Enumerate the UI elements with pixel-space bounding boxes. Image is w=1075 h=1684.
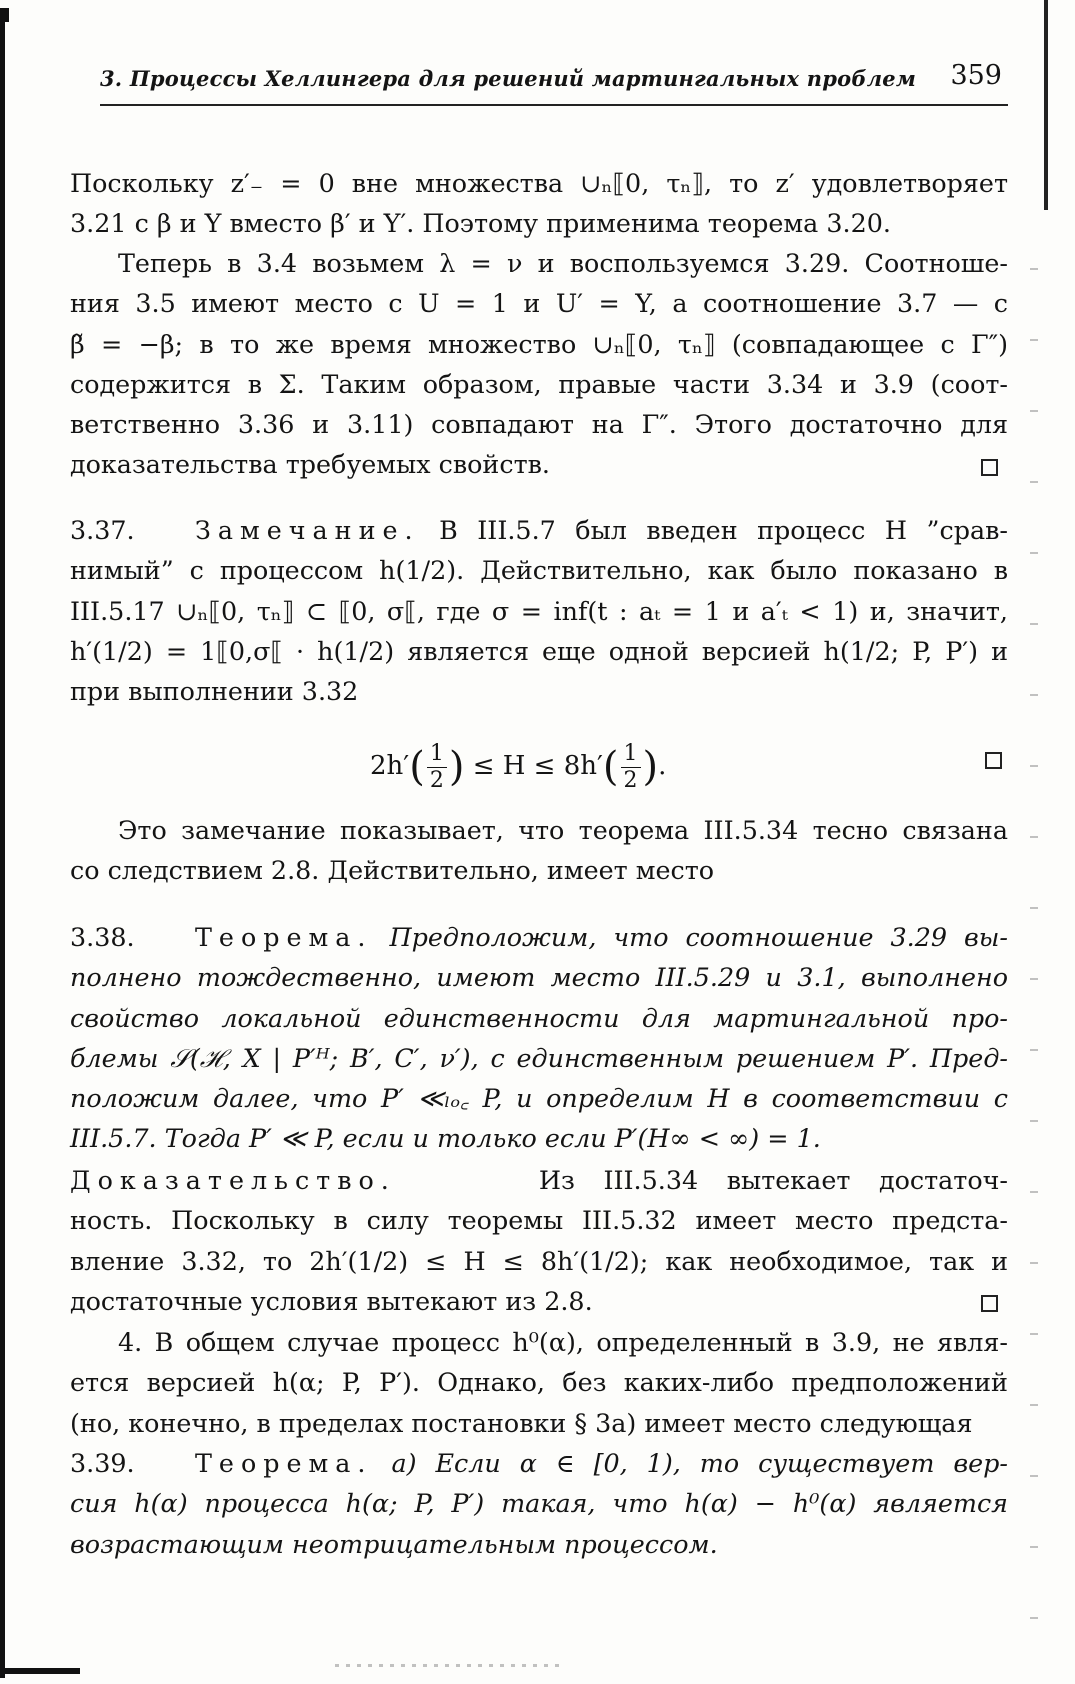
formula-fraction — [621, 741, 641, 794]
text-line: положим далее, что P′ ≪ₗₒ꜀ P, и определим H в соответствии с — [70, 1083, 1008, 1114]
formula-numerator: 1 — [621, 741, 641, 768]
text-line: ность. Поскольку в силу теоремы III.5.32 имеет место предста- — [70, 1205, 1008, 1236]
text-line: сия h(α) процесса h(α; P, P′) такая, что h(α) − h⁰(α) является — [70, 1488, 1008, 1519]
section-4 — [70, 1322, 1008, 1443]
formula-denominator: 2 — [429, 767, 444, 793]
text-line: свойство локальной единственности для мартингальной про- — [70, 1002, 1008, 1033]
text-line: ветственно 3.36 и 3.11) совпадают на Γ″. Этого достаточно для — [70, 409, 1008, 440]
formula-paren: ) — [448, 744, 465, 790]
theorem-3-39 — [70, 1443, 1008, 1564]
formula-numerator: 1 — [427, 741, 447, 768]
theorem-number: 3.38. — [70, 922, 135, 952]
scan-noise-bottom — [335, 1664, 565, 1667]
text-line: вление 3.32, то 2h′(1/2) ≤ H ≤ 8h′(1/2); как необходимое, так и — [70, 1245, 1008, 1276]
remark-number: 3.37. — [70, 515, 135, 545]
remark-first-line — [70, 510, 1008, 550]
qed-square-icon — [981, 1295, 998, 1312]
text-line: доказательства требуемых свойств. — [70, 449, 550, 480]
scan-border-left — [0, 8, 5, 1678]
text-line: III.5.17 ∪ₙ⟦0, τₙ⟧ ⊂ ⟦0, σ⟦, где σ = inf(t : aₜ = 1 и a′ₜ < 1) и, значит, — [70, 595, 1008, 626]
formula-left: 2h′ — [370, 751, 410, 781]
text-line: ния 3.5 имеют место с U = 1 и U′ = Y, а соотношение 3.7 — с — [70, 288, 1008, 319]
proof-text: Из III.5.34 вытекает достаточ- — [538, 1165, 1009, 1195]
scan-border-right — [1044, 0, 1048, 210]
formula-paren: ) — [642, 744, 659, 790]
theorem-label: Теорема. — [195, 1448, 373, 1478]
text-line: достаточные условия вытекают из 2.8. — [70, 1285, 593, 1316]
text-line: полнено тождественно, имеют место III.5.29 и 3.1, выполнено — [70, 962, 1008, 993]
text-line: Поскольку z′₋ = 0 вне множества ∪ₙ⟦0, τₙ⟧, то z′ удовлетворяет — [70, 168, 1008, 198]
theorem-label: Теорема. — [195, 922, 373, 952]
text-line: (но, конечно, в пределах постановки § 3a) имеет место следующая — [70, 1407, 973, 1438]
page-number: 359 — [950, 60, 1002, 91]
theorem-first-line — [70, 917, 1008, 957]
paragraph-1 — [70, 163, 1008, 244]
text-line: содержится в Σ. Таким образом, правые части 3.34 и 3.9 (соот- — [70, 368, 1008, 399]
remark-text: В III.5.7 был введен процесс H ”срав- — [439, 515, 1008, 545]
text-line: Это замечание показывает, что теорема III.5.34 тесно связана — [118, 815, 1008, 845]
formula-fraction — [427, 741, 447, 794]
display-formula — [370, 730, 730, 802]
text-line: нимый” с процессом h(1/2). Действительно, как было показано в — [70, 555, 1008, 586]
running-header-title: 3. Процессы Хеллингера для решений мартингальных проблем — [100, 66, 916, 91]
proof-label: Доказательство. — [70, 1165, 396, 1195]
text-line: возрастающим неотрицательным процессом. — [70, 1528, 718, 1559]
formula-paren: ( — [602, 744, 619, 790]
text-line: со следствием 2.8. Действительно, имеет место — [70, 855, 715, 886]
remark-3-37 — [70, 510, 1008, 711]
formula-denominator: 2 — [623, 767, 638, 793]
running-header — [100, 60, 1008, 106]
proof-first-line — [70, 1160, 1008, 1200]
formula-paren: ( — [409, 744, 425, 790]
text-line: β̃ = −β; в то же время множество ∪ₙ⟦0, τₙ⟧ (совпадающее с Γ″) — [70, 328, 1008, 359]
remark-label: Замечание. — [195, 515, 420, 545]
theorem-3-38 — [70, 917, 1008, 1159]
text-line: h′(1/2) = 1⟦0,σ⟦ · h(1/2) является еще одной версией h(1/2; P, P′) и — [70, 635, 1008, 666]
scan-border-left-tick — [0, 8, 9, 22]
formula-end: . — [658, 751, 667, 781]
text-line: ется версией h(α; P, P′). Однако, без каких-либо предположений — [70, 1367, 1008, 1398]
text-line: при выполнении 3.32 — [70, 676, 359, 707]
scan-border-bottom — [0, 1668, 80, 1674]
qed-square-icon — [981, 459, 998, 476]
scan-noise-right — [1030, 230, 1038, 1650]
theorem-number: 3.39. — [70, 1448, 135, 1478]
theorem-text: а) Если α ∈ [0, 1), то существует вер- — [391, 1448, 1008, 1478]
paragraph-2 — [70, 243, 1008, 485]
text-line: 4. В общем случае процесс h⁰(α), определенный в 3.9, не явля- — [118, 1327, 1008, 1357]
text-line: блемы 𝒮(ℋ, X | P′ᴴ; B′, C′, ν′), с единственным решением P′. Пред- — [70, 1042, 1008, 1073]
qed-square-icon — [985, 752, 1002, 769]
proof — [70, 1160, 1008, 1321]
text-line: 3.21 с β и Y вместо β′ и Y′. Поэтому применима теорема 3.20. — [70, 208, 891, 239]
theorem-first-line — [70, 1443, 1008, 1483]
theorem-text: Предположим, что соотношение 3.29 вы- — [389, 922, 1008, 952]
paragraph-3 — [70, 810, 1008, 891]
formula-middle: ≤ H ≤ 8h′ — [472, 751, 603, 781]
text-line: III.5.7. Тогда P′ ≪ P, если и только если P′(H∞ < ∞) = 1. — [70, 1123, 821, 1154]
text-line: Теперь в 3.4 возьмем λ = ν и воспользуемся 3.29. Соотноше- — [118, 248, 1008, 278]
